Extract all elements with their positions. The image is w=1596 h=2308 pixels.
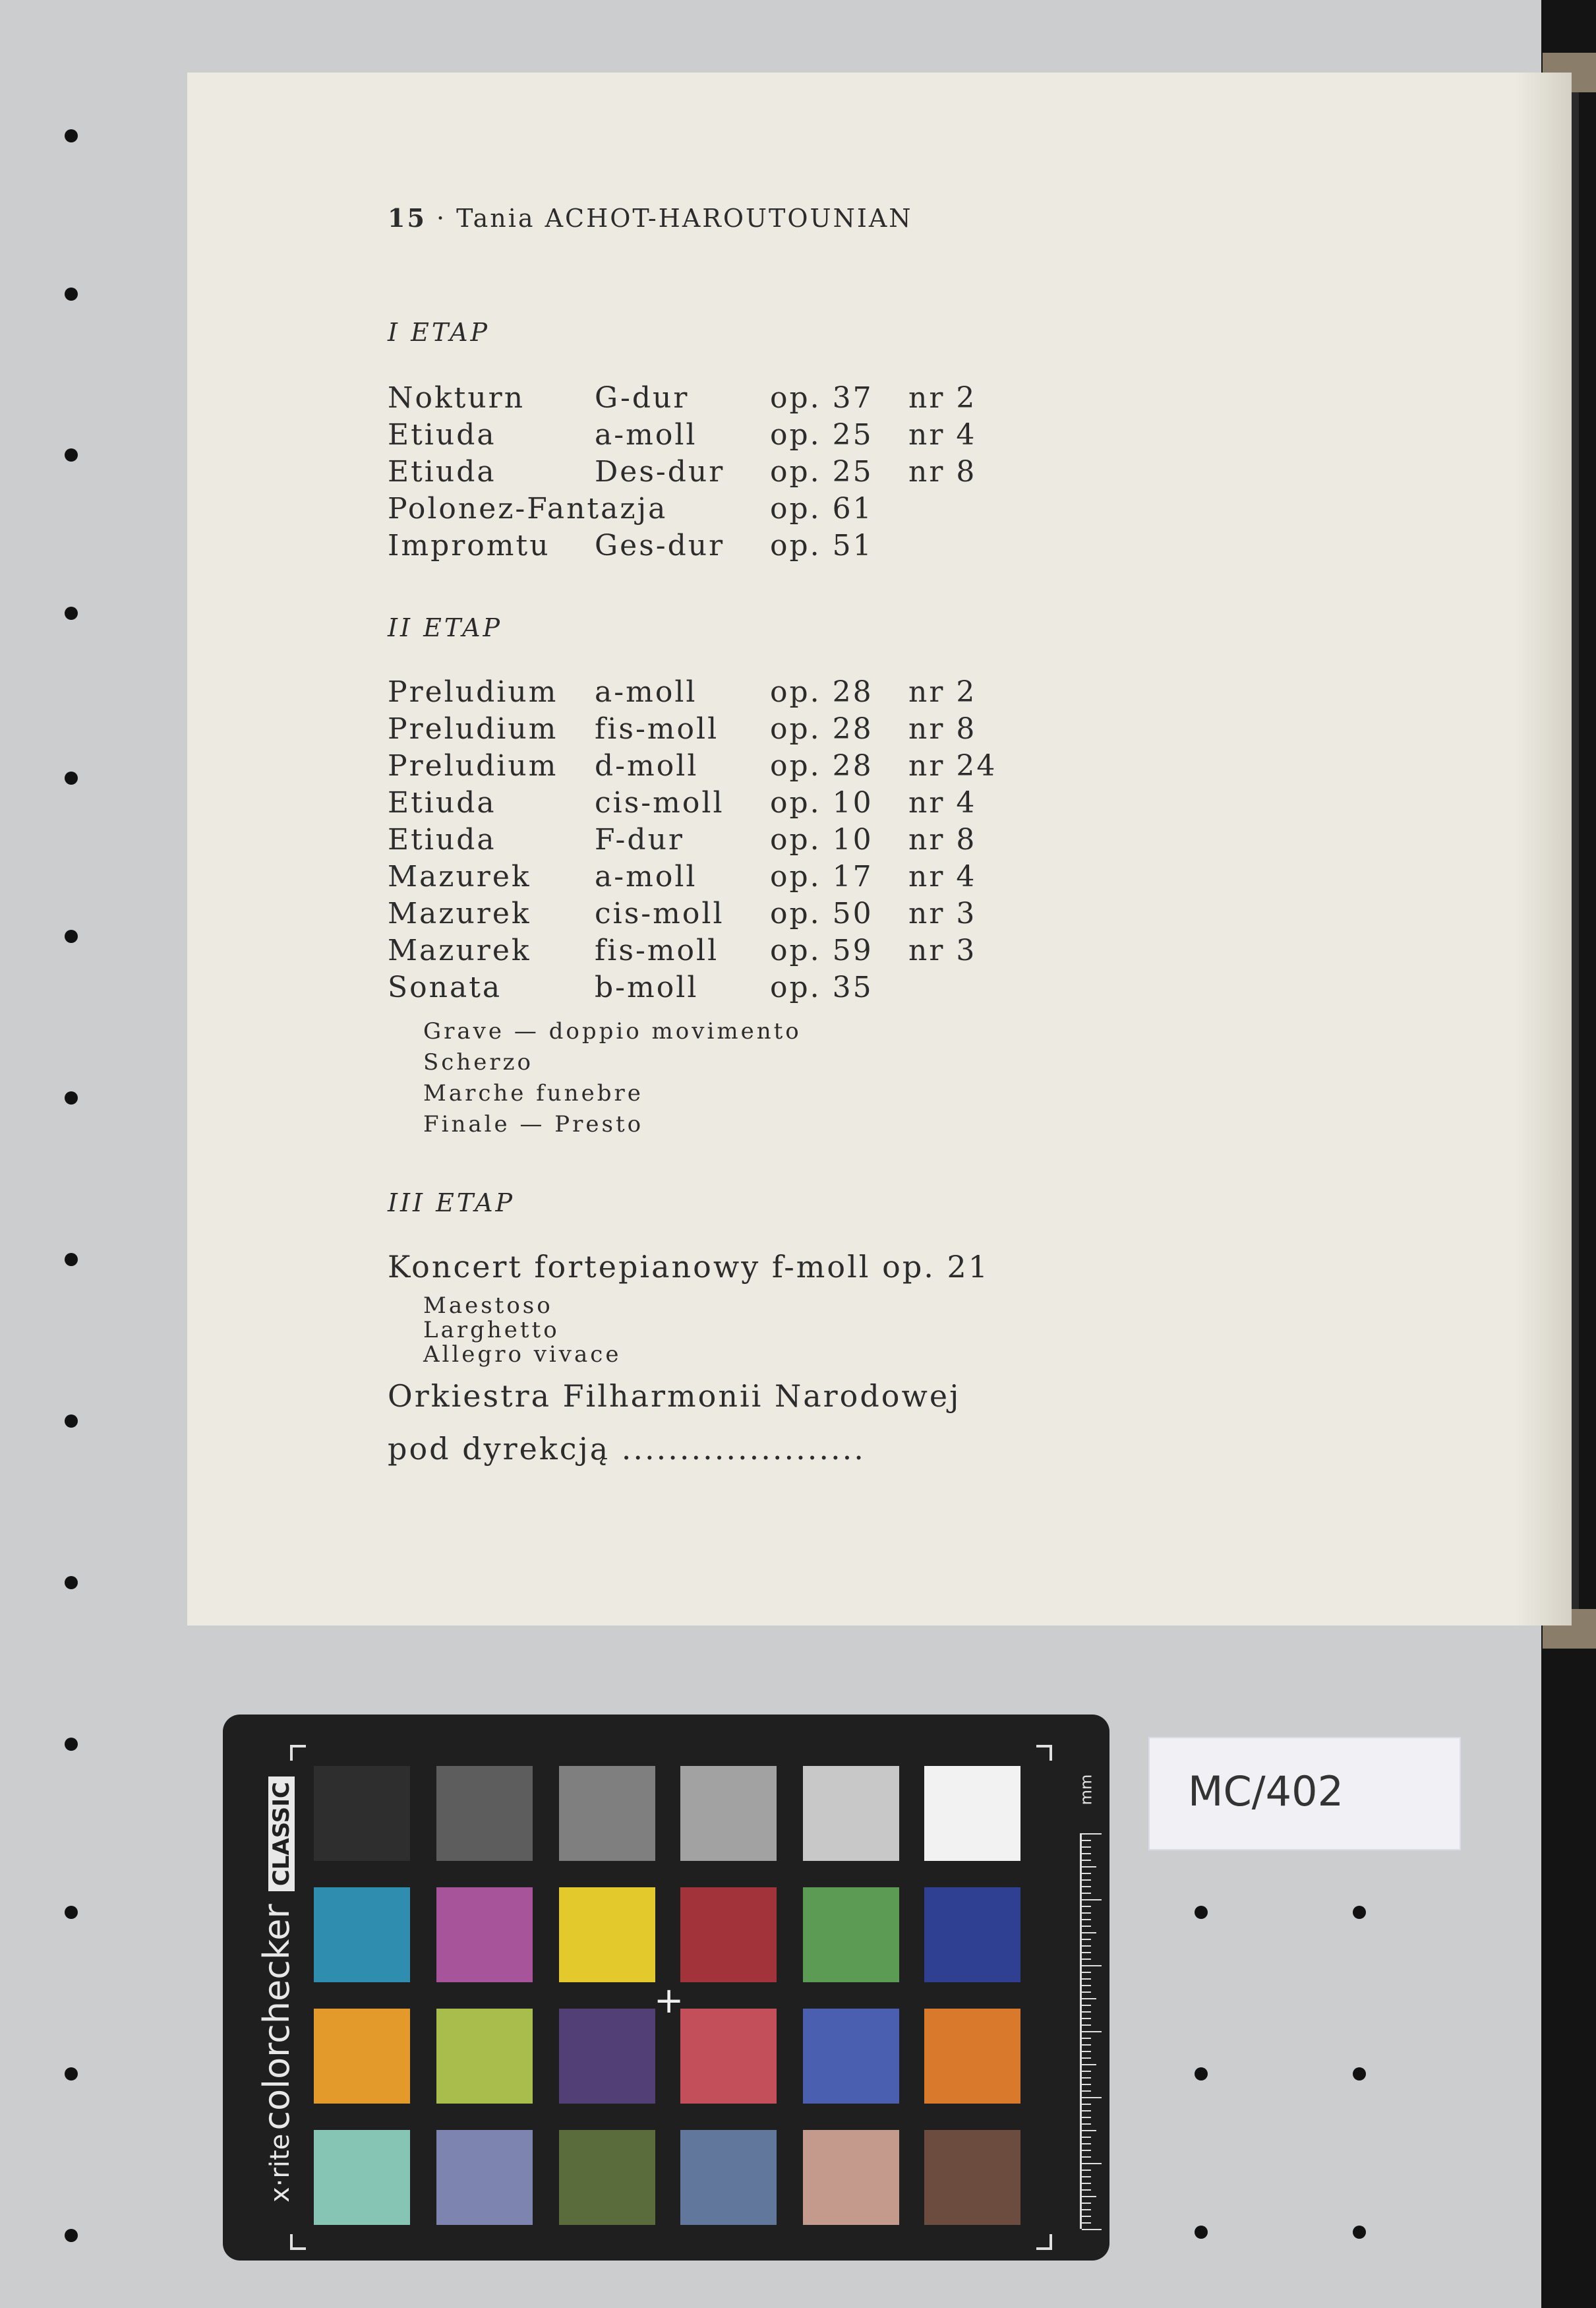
row-nr: nr 2: [908, 381, 977, 415]
row-piece: Polonez-Fantazja: [388, 492, 668, 526]
ruler-tick: [1082, 2176, 1091, 2177]
catalog-label: [1148, 1737, 1461, 1850]
ruler-tick: [1082, 1860, 1091, 1861]
ruler-tick: [1082, 1873, 1091, 1874]
row-key: a-moll: [595, 418, 697, 452]
row-piece: Mazurek: [388, 897, 531, 930]
movement-name: Maestoso: [423, 1292, 553, 1319]
row-piece: Etiuda: [388, 455, 496, 489]
row-piece: Mazurek: [388, 934, 531, 967]
row-nr: nr 8: [908, 712, 977, 746]
ruler-tick: [1082, 1998, 1096, 1999]
crop-corner-icon: [1036, 2234, 1052, 2250]
color-patch: [680, 2009, 777, 2104]
ruler-tick: [1082, 1886, 1091, 1887]
color-patch: [803, 2130, 899, 2225]
row-op: op. 50: [770, 897, 873, 930]
color-patch: [803, 1887, 899, 1982]
ruler-tick: [1082, 2011, 1091, 2013]
punch-hole: [65, 129, 78, 142]
punch-hole: [1353, 1906, 1366, 1919]
color-patch: [680, 2130, 777, 2225]
colorchecker-wordmark: colorchecker: [256, 1904, 297, 2131]
row-piece: Etiuda: [388, 418, 496, 452]
ruler-tick: [1082, 2222, 1091, 2224]
row-op: op. 28: [770, 749, 873, 783]
row-key: b-moll: [595, 971, 699, 1004]
row-op: op. 59: [770, 934, 873, 967]
ruler-tick: [1082, 2216, 1091, 2217]
classic-badge: CLASSIC: [268, 1777, 295, 1891]
color-patch: [680, 1766, 777, 1861]
row-piece: Etiuda: [388, 786, 496, 820]
concerto-title: Koncert fortepianowy f-moll op. 21: [388, 1249, 990, 1285]
ruler-tick: [1082, 2143, 1091, 2144]
punch-hole: [1353, 2067, 1366, 2080]
color-patch: [314, 1766, 410, 1861]
color-patch: [680, 1887, 777, 1982]
crop-corner-icon: [1036, 1745, 1052, 1761]
ruler-tick: [1082, 2044, 1091, 2046]
punch-hole: [65, 448, 78, 462]
movement-name: Allegro vivace: [423, 1341, 622, 1368]
color-patch: [924, 1766, 1020, 1861]
ruler-tick: [1082, 2156, 1091, 2158]
row-piece: Etiuda: [388, 823, 496, 857]
punch-hole: [65, 1906, 78, 1919]
movement-name: Grave — doppio movimento: [423, 1018, 802, 1045]
ruler-tick: [1082, 1939, 1091, 1940]
movement-name: Marche funebre: [423, 1080, 643, 1107]
page-header: [388, 203, 913, 233]
ruler-tick: [1082, 1932, 1096, 1933]
ruler-tick: [1082, 1846, 1091, 1848]
orchestra-name: Orkiestra Filharmonii Narodowej: [388, 1378, 961, 1414]
stage-1-title: I ETAP: [388, 318, 490, 347]
ruler-tick: [1082, 1879, 1091, 1881]
color-patch: [803, 1766, 899, 1861]
ruler-tick: [1082, 1991, 1091, 1993]
ruler-tick: [1082, 2051, 1091, 2052]
color-patch: [436, 2009, 533, 2104]
ruler-tick: [1082, 2038, 1091, 2039]
row-key: F-dur: [595, 823, 684, 857]
color-patch: [559, 1766, 655, 1861]
row-nr: nr 2: [908, 675, 977, 709]
ruler-tick: [1082, 2071, 1091, 2072]
row-op: op. 25: [770, 455, 873, 489]
ruler-tick: [1082, 1840, 1091, 1841]
row-key: d-moll: [595, 749, 699, 783]
ruler-tick: [1082, 1978, 1091, 1980]
ruler-tick: [1082, 2005, 1091, 2006]
row-nr: nr 3: [908, 934, 977, 967]
ruler-tick: [1082, 2189, 1091, 2191]
color-patch: [924, 2009, 1020, 2104]
ruler-tick: [1082, 1985, 1091, 1986]
row-piece: Preludium: [388, 675, 558, 709]
ruler-tick: [1082, 1893, 1091, 1894]
ruler-tick: [1082, 1899, 1102, 1900]
row-op: op. 37: [770, 381, 873, 415]
ruler-tick: [1082, 1959, 1091, 1960]
punch-hole: [65, 930, 78, 943]
ruler-tick: [1082, 1906, 1091, 1907]
color-patch: [559, 1887, 655, 1982]
row-piece: Preludium: [388, 749, 558, 783]
ruler-tick: [1082, 2031, 1102, 2032]
color-patch: [314, 2009, 410, 2104]
xrite-logo: x·rite: [265, 2133, 295, 2202]
ruler-tick: [1082, 1952, 1091, 1953]
row-op: op. 28: [770, 675, 873, 709]
punch-hole: [65, 2229, 78, 2242]
punch-hole: [65, 2067, 78, 2080]
punch-hole: [65, 1576, 78, 1589]
ruler-tick: [1082, 2097, 1102, 2098]
row-op: op. 61: [770, 492, 873, 526]
ruler-tick: [1082, 2090, 1091, 2092]
ruler-tick: [1082, 2170, 1091, 2171]
ruler-tick: [1082, 1833, 1102, 1835]
ruler-tick: [1082, 1972, 1091, 1973]
row-nr: nr 4: [908, 418, 977, 452]
row-key: a-moll: [595, 860, 697, 894]
row-nr: nr 24: [908, 749, 997, 783]
ruler-tick: [1082, 1919, 1091, 1920]
ruler-tick: [1082, 2150, 1091, 2151]
ruler-tick: [1082, 1926, 1091, 1927]
mm-ruler: [1080, 1833, 1103, 2229]
row-nr: nr 3: [908, 897, 977, 930]
punch-hole: [65, 1253, 78, 1266]
ruler-tick: [1082, 2163, 1102, 2164]
punch-hole: [65, 772, 78, 785]
ruler-tick: [1082, 2110, 1091, 2111]
row-key: Ges-dur: [595, 529, 725, 562]
conductor-line: pod dyrekcją .....................: [388, 1431, 866, 1467]
performer-name: Tania ACHOT-HAROUTOUNIAN: [456, 204, 913, 233]
punch-hole: [1195, 2067, 1208, 2080]
row-key: cis-moll: [595, 897, 724, 930]
punch-hole: [65, 1091, 78, 1105]
row-key: a-moll: [595, 675, 697, 709]
row-op: op. 25: [770, 418, 873, 452]
row-piece: Mazurek: [388, 860, 531, 894]
color-patch: [924, 2130, 1020, 2225]
ruler-tick: [1082, 2196, 1096, 2197]
row-piece: Nokturn: [388, 381, 525, 415]
ruler-tick: [1082, 2057, 1091, 2059]
row-op: op. 10: [770, 786, 873, 820]
color-patch: [924, 1887, 1020, 1982]
row-op: op. 35: [770, 971, 873, 1004]
color-checker-branding: [256, 1777, 297, 2202]
row-op: op. 17: [770, 860, 873, 894]
header-separator: ·: [436, 204, 447, 233]
color-patch: [436, 1766, 533, 1861]
ruler-tick: [1082, 2209, 1091, 2210]
row-nr: nr 4: [908, 860, 977, 894]
ruler-tick: [1082, 1965, 1102, 1966]
row-key: Des-dur: [595, 455, 725, 489]
punch-hole: [1195, 1906, 1208, 1919]
color-patch: [314, 2130, 410, 2225]
ruler-tick: [1082, 2077, 1091, 2079]
row-nr: nr 4: [908, 786, 977, 820]
movement-name: Larghetto: [423, 1317, 560, 1343]
row-key: fis-moll: [595, 712, 719, 746]
color-patch: [803, 2009, 899, 2104]
ruler-tick: [1082, 2229, 1102, 2230]
color-patch: [314, 1887, 410, 1982]
ruler-tick: [1082, 1945, 1091, 1947]
row-key: cis-moll: [595, 786, 724, 820]
row-piece: Impromtu: [388, 529, 550, 562]
row-key: fis-moll: [595, 934, 719, 967]
ruler-tick: [1082, 2202, 1091, 2204]
catalog-number: MC/402: [1188, 1767, 1344, 1815]
punch-hole: [65, 1414, 78, 1428]
ruler-tick: [1082, 2084, 1091, 2085]
row-op: op. 10: [770, 823, 873, 857]
movement-name: Finale — Presto: [423, 1111, 644, 1138]
row-nr: nr 8: [908, 823, 977, 857]
ruler-tick: [1082, 2123, 1091, 2125]
punch-hole: [65, 607, 78, 620]
row-piece: Preludium: [388, 712, 558, 746]
row-op: op. 28: [770, 712, 873, 746]
crop-corner-icon: [290, 1745, 306, 1761]
color-patch: [436, 2130, 533, 2225]
ruler-tick: [1082, 2064, 1096, 2065]
ruler-tick: [1082, 2183, 1091, 2184]
page-number: 15: [388, 203, 427, 233]
ruler-tick: [1082, 2117, 1091, 2118]
movement-name: Scherzo: [423, 1049, 533, 1076]
crosshair-icon: +: [654, 1980, 684, 2021]
row-piece: Sonata: [388, 971, 502, 1004]
ruler-unit: mm: [1077, 1774, 1096, 1806]
ruler-tick: [1082, 1912, 1091, 1914]
stage-3-title: III ETAP: [388, 1188, 516, 1217]
ruler-tick: [1082, 1866, 1096, 1868]
color-patch: [436, 1887, 533, 1982]
page-fold-shadow: [1516, 73, 1572, 1625]
stage-2-title: II ETAP: [388, 613, 503, 642]
ruler-tick: [1082, 2104, 1091, 2105]
color-patch: [559, 2130, 655, 2225]
punch-hole: [1195, 2226, 1208, 2239]
punch-hole: [65, 1738, 78, 1751]
row-nr: nr 8: [908, 455, 977, 489]
ruler-tick: [1082, 1853, 1091, 1854]
ruler-tick: [1082, 2130, 1096, 2131]
punch-hole: [1353, 2226, 1366, 2239]
row-key: G-dur: [595, 381, 690, 415]
row-op: op. 51: [770, 529, 873, 562]
crop-corner-icon: [290, 2234, 306, 2250]
ruler-tick: [1082, 2137, 1091, 2138]
ruler-tick: [1082, 2024, 1091, 2026]
color-patch: [559, 2009, 655, 2104]
punch-hole: [65, 288, 78, 301]
ruler-tick: [1082, 2018, 1091, 2019]
